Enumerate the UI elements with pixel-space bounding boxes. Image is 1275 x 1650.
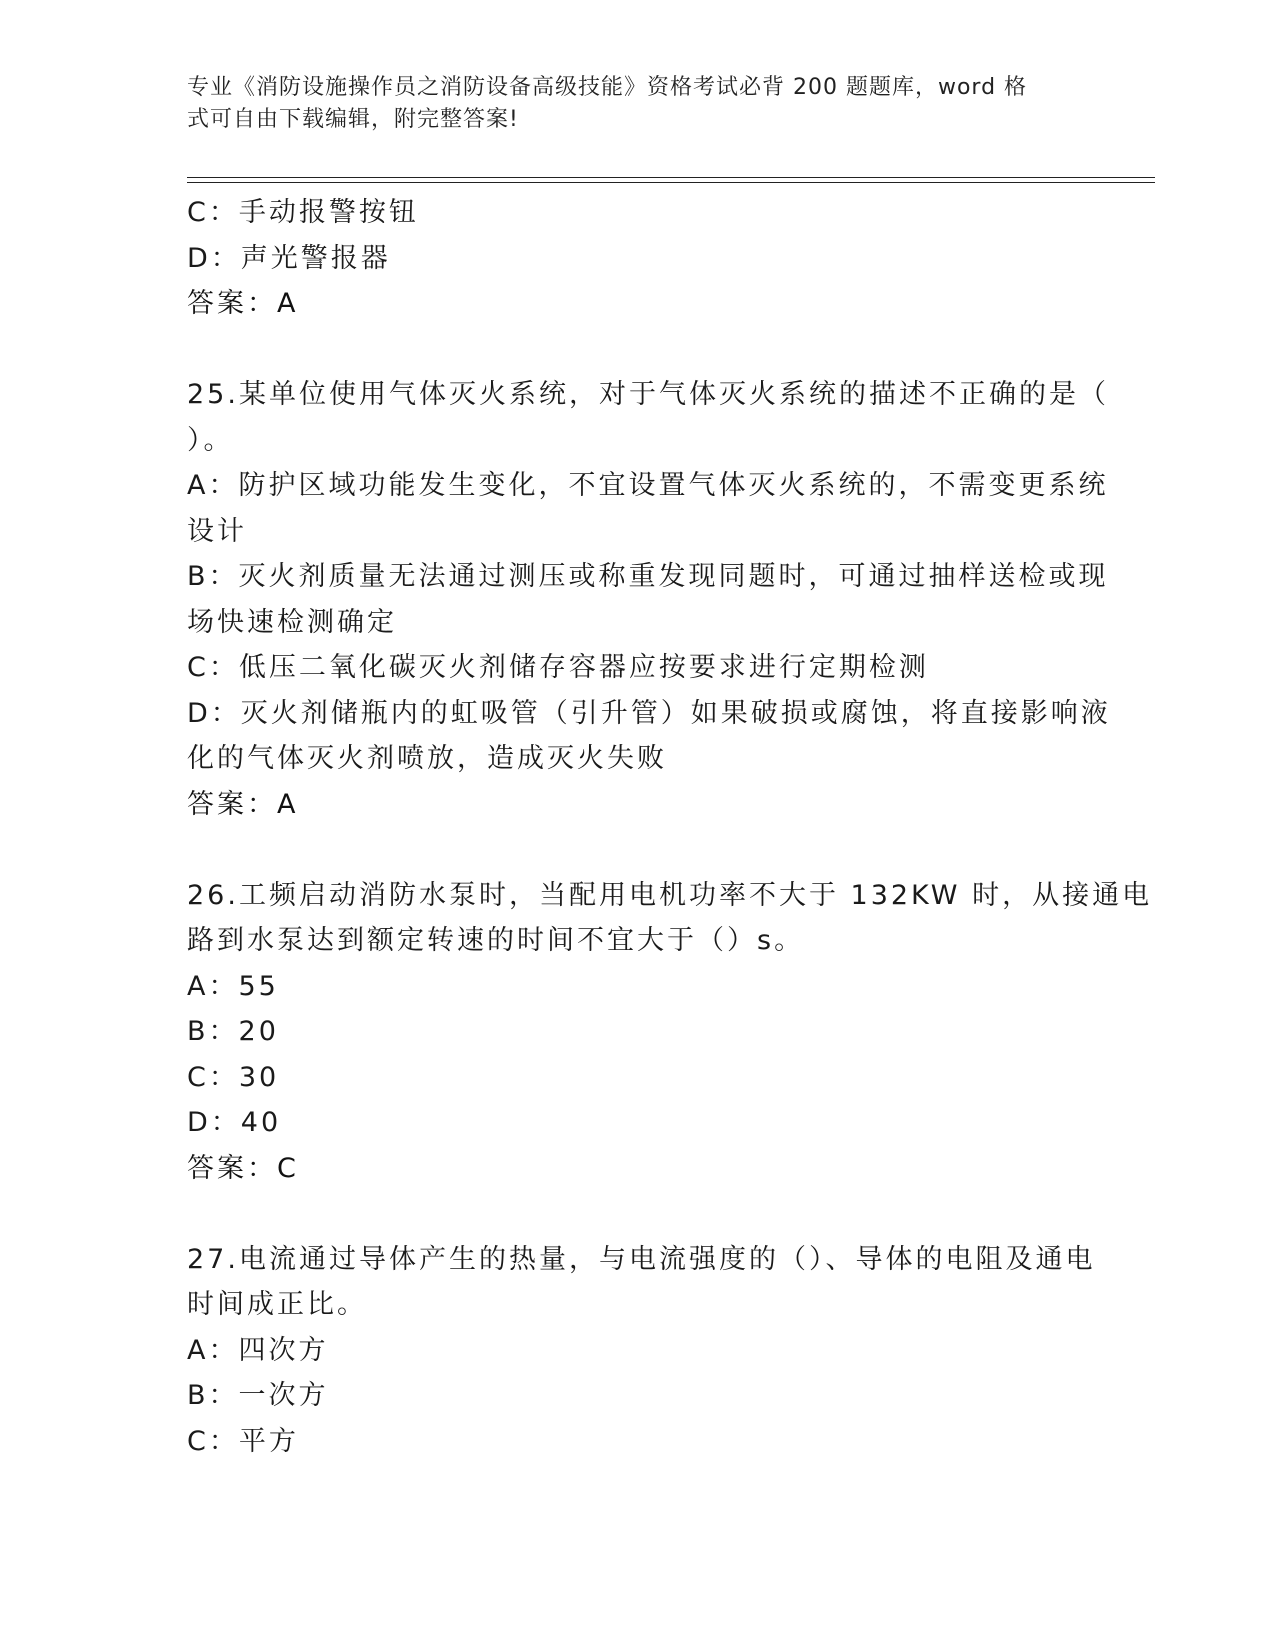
header-rule-bottom — [187, 182, 1155, 183]
spacer — [187, 327, 1087, 373]
option-c: C：低压二氧化碳灭火剂储存容器应按要求进行定期检测 — [187, 652, 929, 683]
answer-line: 答案：A — [187, 788, 299, 820]
question-stem-continued: 路到水泵达到额定转速的时间不宜大于（）s。 — [187, 925, 805, 956]
option-c: C：手动报警按钮 — [187, 197, 419, 228]
option-a: A：55 — [187, 970, 279, 1002]
option-a: A：防护区域功能发生变化，不宜设置气体灭火系统的，不需变更系统 — [187, 470, 1109, 501]
document-header — [187, 72, 1067, 136]
question-27 — [187, 1237, 1096, 1465]
answer-line: 答案：A — [187, 288, 299, 319]
option-d: D：灭火剂储瓶内的虹吸管（引升管）如果破损或腐蚀，将直接影响液 — [187, 697, 1111, 729]
option-d: D：声光警报器 — [187, 242, 391, 274]
question-stem-continued: ）。 — [187, 424, 234, 456]
option-a: A：四次方 — [187, 1334, 329, 1366]
option-c: C：平方 — [187, 1425, 299, 1457]
answer-line: 答案：C — [187, 1152, 299, 1184]
question-stem: 26.工频启动消防水泵时，当配用电机功率不大于 132KW 时，从接通电 — [187, 879, 1153, 911]
option-d: D：40 — [187, 1107, 282, 1138]
question-26 — [187, 873, 1153, 1192]
header-rule-top — [187, 177, 1155, 178]
option-b: B：灭火剂质量无法通过测压或称重发现同题时，可通过抽样送检或现 — [187, 561, 1109, 592]
option-b: B：一次方 — [187, 1380, 329, 1411]
option-a-continued: 设计 — [187, 515, 247, 547]
option-c: C：30 — [187, 1061, 280, 1093]
question-list — [187, 190, 1153, 1464]
question-stem: 25.某单位使用气体灭火系统，对于气体灭火系统的描述不正确的是（ — [187, 379, 1109, 410]
option-b-continued: 场快速检测确定 — [187, 606, 397, 638]
spacer — [187, 827, 1087, 873]
header-line-2: 式可自由下载编辑，附完整答案! — [187, 107, 519, 132]
option-d-continued: 化的气体灭火剂喷放，造成灭火失败 — [187, 743, 667, 774]
question-stem: 27.电流通过导体产生的热量，与电流强度的（）、导体的电阻及通电 — [187, 1243, 1096, 1275]
question-25 — [187, 372, 1111, 827]
spacer — [187, 1191, 1087, 1237]
header-line-1: 专业《消防设施操作员之消防设备高级技能》资格考试必背 200 题题库，word 格 — [187, 75, 1028, 100]
option-b: B：20 — [187, 1016, 279, 1047]
question-stem-continued: 时间成正比。 — [187, 1289, 367, 1320]
question-24-tail — [187, 190, 1087, 327]
